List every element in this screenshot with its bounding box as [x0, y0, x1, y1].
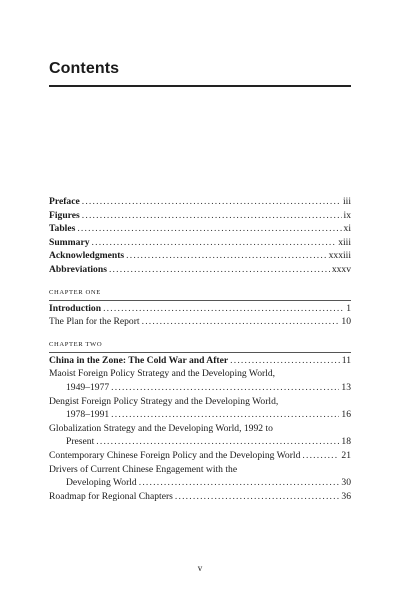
toc-entry-page: xi — [343, 223, 351, 235]
leader-dots — [142, 315, 340, 329]
toc-entry-section[interactable] — [49, 435, 351, 449]
leader-dots — [302, 449, 339, 463]
toc-entry-section[interactable] — [49, 449, 351, 463]
toc-entry-label-line1[interactable]: Maoist Foreign Policy Strategy and the Developing World, — [49, 368, 276, 380]
chapter-two-label: CHAPTER TWO — [49, 340, 103, 348]
toc-entry-page: xxxiii — [328, 250, 351, 262]
leader-dots — [92, 236, 337, 250]
toc-entry-label: Tables — [49, 223, 76, 235]
toc-entry-page: ix — [343, 209, 351, 221]
toc-entry-label-line2: Developing World — [66, 477, 137, 489]
table-of-contents — [49, 195, 351, 503]
leader-dots — [126, 249, 326, 263]
leader-dots — [230, 354, 340, 368]
toc-entry-chapter-two[interactable] — [49, 354, 351, 368]
leader-dots — [103, 302, 344, 316]
toc-entry-label-line2: 1978–1991 — [66, 409, 110, 421]
toc-entry-page: 16 — [341, 409, 351, 421]
toc-entry-page: 30 — [341, 477, 351, 489]
chapter-two-rule — [49, 352, 351, 353]
toc-entry-page: iii — [343, 196, 351, 207]
chapter-one-label: CHAPTER ONE — [49, 288, 101, 296]
toc-entry-label: Contemporary Chinese Foreign Policy and the Developing World — [49, 449, 301, 461]
toc-entry-page: xxxv — [331, 263, 351, 275]
toc-entry-label-line2: 1949–1977 — [66, 381, 110, 393]
leader-dots — [109, 263, 330, 277]
toc-entry-section[interactable] — [49, 408, 351, 422]
toc-entry-page: 18 — [341, 436, 351, 448]
leader-dots — [139, 476, 340, 490]
toc-entry-section[interactable] — [49, 476, 351, 490]
toc-entry-chapter-one[interactable] — [49, 302, 351, 316]
toc-entry-label: The Plan for the Report — [49, 316, 140, 328]
heading-rule — [49, 85, 351, 87]
toc-entry-label-line1[interactable]: Dengist Foreign Policy Strategy and the Developing World, — [49, 395, 279, 407]
leader-dots — [175, 490, 340, 504]
toc-entry-page: 10 — [341, 316, 351, 328]
leader-dots — [77, 222, 341, 236]
toc-entry-page: 13 — [341, 381, 351, 393]
toc-entry-label: Preface — [49, 196, 80, 207]
chapter-title: China in the Zone: The Cold War and After — [49, 354, 229, 366]
leader-dots — [111, 408, 339, 422]
toc-entry-label-line1[interactable]: Drivers of Current Chinese Engagement with the — [49, 463, 238, 475]
toc-entry-abbreviations[interactable] — [49, 263, 351, 277]
toc-entry-label: Roadmap for Regional Chapters — [49, 490, 173, 502]
toc-entry-tables[interactable] — [49, 222, 351, 236]
leader-dots — [96, 435, 339, 449]
leader-dots — [82, 195, 341, 209]
toc-entry-summary[interactable] — [49, 236, 351, 250]
toc-entry-page: 21 — [341, 449, 351, 461]
toc-entry-label-line2: Present — [66, 436, 95, 448]
toc-entry-section[interactable] — [49, 490, 351, 504]
toc-entry-label: Figures — [49, 209, 80, 221]
toc-entry-acknowledgments[interactable] — [49, 249, 351, 263]
chapter-title: Introduction — [49, 302, 102, 314]
toc-entry-preface[interactable] — [49, 195, 351, 209]
leader-dots — [111, 381, 339, 395]
toc-entry-label-line1[interactable]: Globalization Strategy and the Developing World, 1992 to — [49, 422, 273, 434]
toc-entry-page: xiii — [338, 236, 351, 248]
toc-entry-page: 36 — [341, 490, 351, 502]
contents-heading: Contents — [49, 60, 120, 77]
toc-entry-page: 1 — [346, 302, 351, 314]
chapter-one-rule — [49, 300, 351, 301]
page-number: v — [197, 563, 203, 573]
toc-entry-page: 11 — [341, 354, 351, 366]
leader-dots — [82, 209, 342, 223]
toc-entry-label: Acknowledgments — [49, 250, 125, 262]
toc-entry-figures[interactable] — [49, 209, 351, 223]
toc-entry-label: Abbreviations — [49, 263, 107, 275]
toc-entry-label: Summary — [49, 236, 90, 248]
toc-entry-section[interactable] — [49, 381, 351, 395]
toc-entry-section[interactable] — [49, 315, 351, 329]
